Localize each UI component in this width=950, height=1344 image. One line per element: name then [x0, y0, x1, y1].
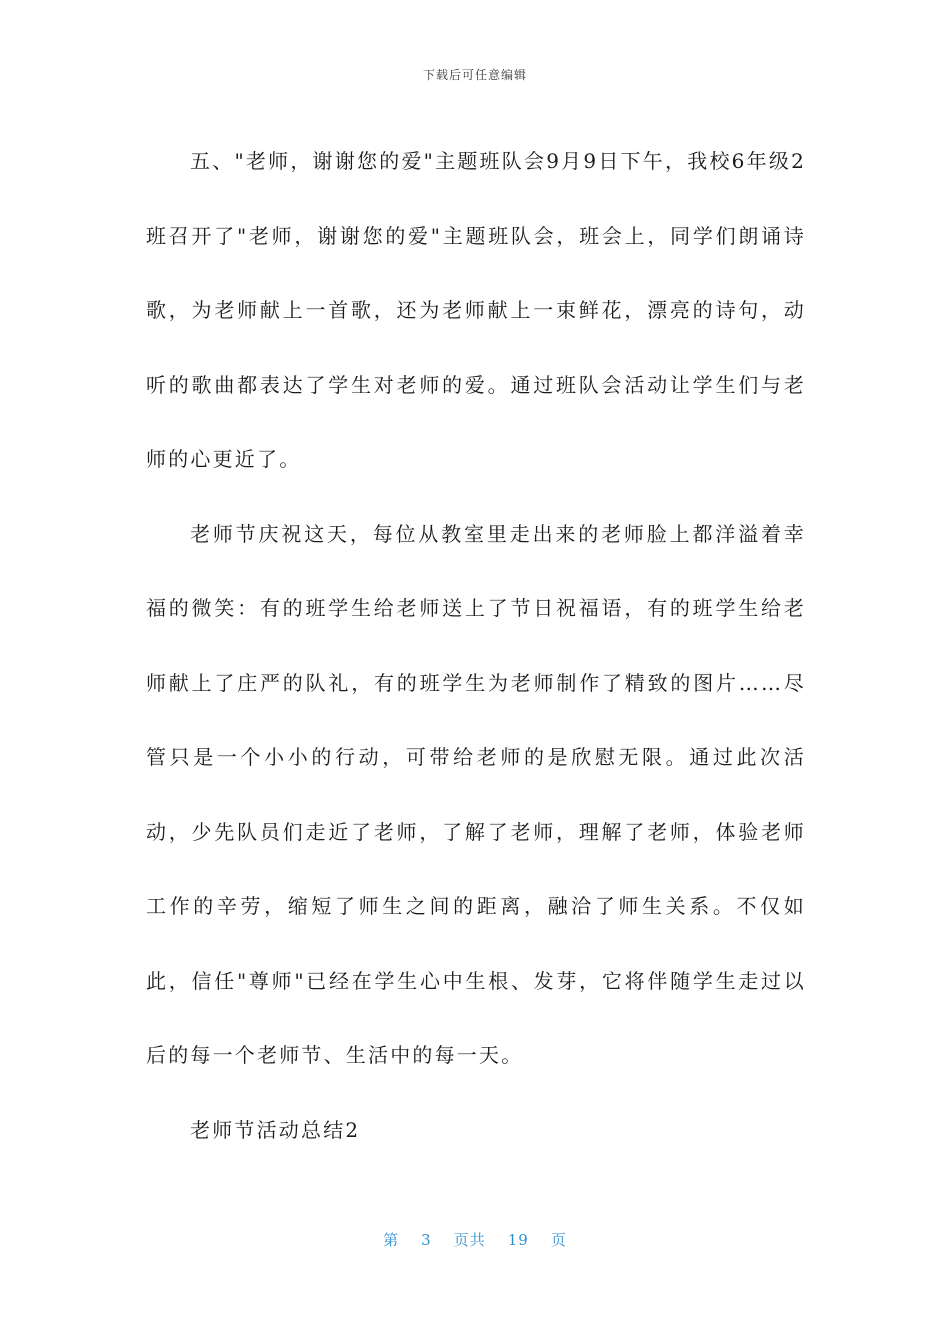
page-header: 下载后可任意编辑 [422, 68, 527, 82]
footer-total-pages: 19 [507, 1231, 529, 1249]
footer-current-page: 3 [421, 1231, 432, 1249]
paragraph-class-meeting: 五、"老师，谢谢您的爱"主题班队会9月9日下午，我校6年级2班召开了"老师，谢谢您的爱"主题班队会，班会上，同学们朗诵诗歌，为老师献上一首歌，还为老师献上一束鲜花，漂亮的诗句，动听的歌曲都表达了学生对老师的爱。通过班队会活动让学生们与老师的心更近了。 [146, 149, 806, 471]
paragraph-celebration: 老师节庆祝这天，每位从教室里走出来的老师脸上都洋溢着幸福的微笑：有的班学生给老师送上了节日祝福语，有的班学生给老师献上了庄严的队礼，有的班学生为老师制作了精致的图片……尽管只是一个小小的行动，可带给老师的是欣慰无限。通过此次活动，少先队员们走近了老师，了解了老师，理解了老师，体验老师工作的辛劳，缩短了师生之间的距离，融洽了师生关系。不仅如此，信任"尊师"已经在学生心中生根、发芽，它将伴随学生走过以后的每一个老师节、生活中的每一天。 [146, 521, 806, 1067]
page-footer [0, 1229, 950, 1250]
footer-middle: 页共 [453, 1231, 486, 1249]
footer-suffix: 页 [550, 1231, 567, 1249]
footer-prefix: 第 [383, 1231, 400, 1249]
section-heading: 老师节活动总结2 [190, 1117, 361, 1142]
document-body [146, 124, 806, 1167]
